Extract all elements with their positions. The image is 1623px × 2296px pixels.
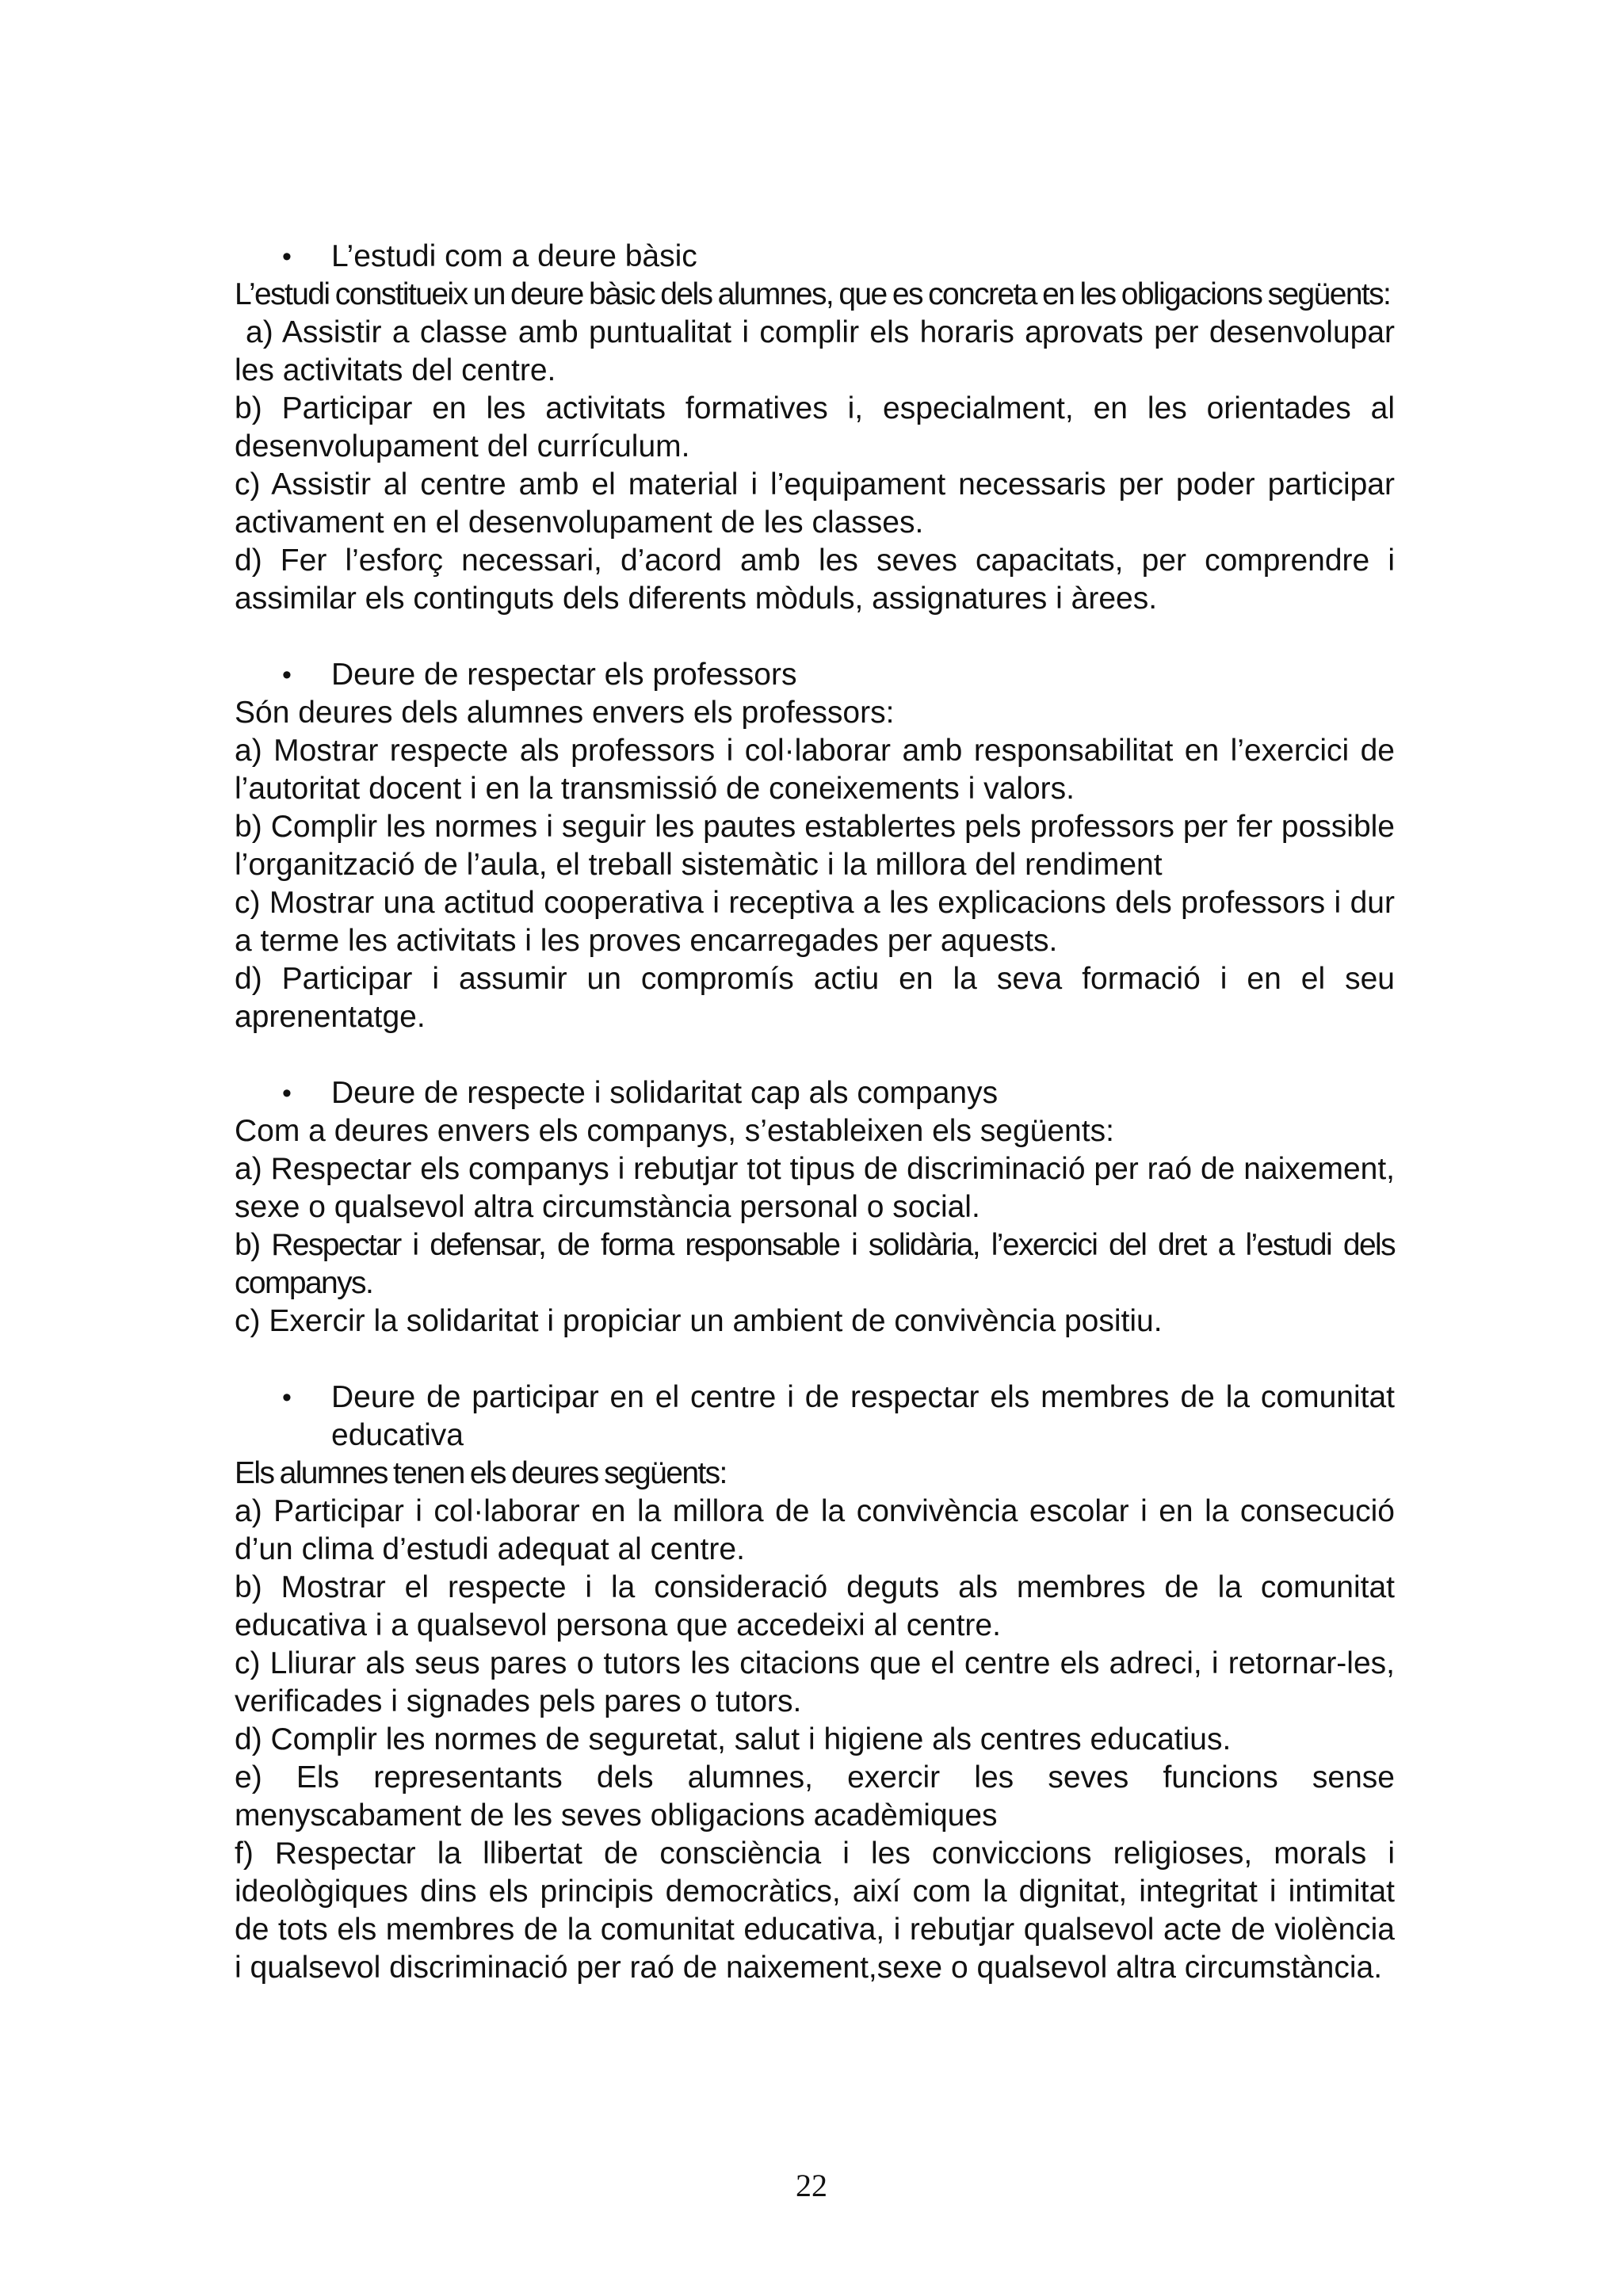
section-respect-classmates [235, 1074, 1395, 1341]
section-heading [235, 238, 1395, 276]
section-intro: Com a deures envers els companys, s’estableixen els següents: [235, 1114, 1114, 1148]
list-item: b) Mostrar el respecte i la consideració deguts als membres de la comunitat educativa i a qualsevol persona que accedeixi al centre. [235, 1570, 1395, 1642]
heading-text: Deure de respecte i solidaritat cap als companys [331, 1076, 999, 1110]
list-item: c) Exercir la solidaritat i propiciar un ambient de convivència positiu. [235, 1304, 1163, 1338]
heading-text: Deure de participar en el centre i de respectar els membres de la comunitat educativa [331, 1380, 1395, 1452]
list-item: e) Els representants dels alumnes, exercir les seves funcions sense menyscabament de les seves obligacions acadèmiques [235, 1760, 1395, 1833]
bullet-icon: • [282, 660, 292, 690]
bullet-icon: • [282, 1383, 292, 1413]
heading-text: L’estudi com a deure bàsic [331, 239, 697, 273]
list-item: c) Mostrar una actitud cooperativa i receptiva a les explicacions dels professors i dur a terme les activitats i les proves encarregades per aquests. [235, 886, 1395, 958]
list-item: c) Assistir al centre amb el material i l’equipament necessaris per poder participar activament en el desenvolupament de les classes. [235, 467, 1395, 540]
list-item: a) Mostrar respecte als professors i col·laborar amb responsabilitat en l’exercici de l’autoritat docent i en la transmissió de coneixements i valors. [235, 734, 1395, 806]
list-item: d) Participar i assumir un compromís actiu en la seva formació i en el seu aprenentatge. [235, 962, 1395, 1034]
list-item: a) Participar i col·laborar en la millora de la convivència escolar i en la consecució d’un clima d’estudi adequat al centre. [235, 1494, 1395, 1566]
list-item: a) Respectar els companys i rebutjar tot tipus de discriminació per raó de naixement, sexe o qualsevol altra circumstància personal o social. [235, 1152, 1395, 1224]
document-body [235, 238, 1395, 2025]
list-item: f) Respectar la llibertat de consciència i les conviccions religioses, morals i ideològiques dins els principis democràtics, així com la dignitat, integritat i intimitat de tots els membres de la comunitat educativa, i rebutjar qualsevol acte de violència i qualsevol discriminació per raó de naixement,sexe o qualsevol altra circumstància. [235, 1836, 1395, 1985]
list-item: c) Lliurar als seus pares o tutors les citacions que el centre els adreci, i retornar-les, verificades i signades pels pares o tutors. [235, 1646, 1395, 1718]
section-intro: Són deures dels alumnes envers els professors: [235, 696, 895, 730]
section-heading [235, 656, 1395, 694]
section-heading [235, 1074, 1395, 1112]
bullet-icon: • [282, 242, 292, 272]
bullet-icon: • [282, 1078, 292, 1108]
page-number: 22 [796, 2168, 827, 2203]
list-item: a) Assistir a classe amb puntualitat i complir els horaris aprovats per desenvolupar les activitats del centre. [235, 315, 1395, 387]
list-item: d) Fer l’esforç necessari, d’acord amb les seves capacitats, per comprendre i assimilar els continguts dels diferents mòduls, assignatures i àrees. [235, 543, 1395, 616]
list-item: d) Complir les normes de seguretat, salut i higiene als centres educatius. [235, 1722, 1232, 1756]
heading-text: Deure de respectar els professors [331, 658, 797, 692]
section-study-duty [235, 238, 1395, 618]
section-intro: L’estudi constitueix un deure bàsic dels alumnes, que es concreta en les obligacions següents: [235, 277, 1391, 311]
section-intro: Els alumnes tenen els deures següents: [235, 1456, 727, 1490]
list-item: b) Participar en les activitats formatives i, especialment, en les orientades al desenvolupament del currículum. [235, 391, 1395, 463]
section-participate-community [235, 1379, 1395, 1987]
section-heading [235, 1379, 1395, 1455]
list-item: b) Complir les normes i seguir les pautes establertes pels professors per fer possible l’organització de l’aula, el treball sistemàtic i la millora del rendiment [235, 810, 1395, 882]
section-respect-teachers [235, 656, 1395, 1036]
list-item: b) Respectar i defensar, de forma responsable i solidària, l’exercici del dret a l’estudi dels companys. [235, 1228, 1395, 1300]
